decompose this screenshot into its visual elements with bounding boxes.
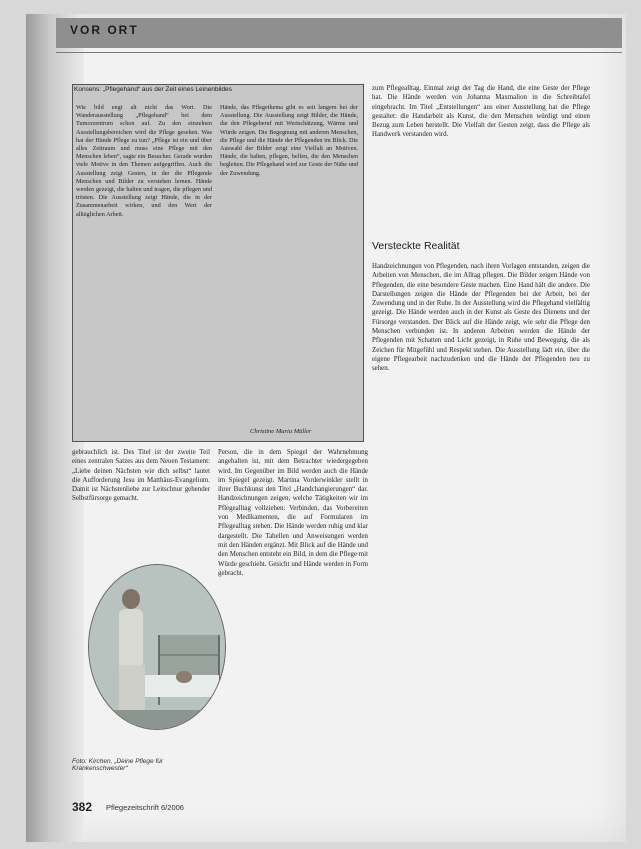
oval-photograph (88, 564, 226, 730)
journal-title: Pflegezeitschrift 6/2006 (106, 803, 184, 812)
section-subheading: Versteckte Realität (372, 240, 460, 252)
info-box-column-2: Hände, das Pflegethema gibt es seit langem bei der Ausstellung. Die Ausstellung zeigt Bilder, die Hände, die den Pflegeberuf mit Wertschätzung, Wärme und Würde zeigen. Die Begegnung mit anderen Menschen, die Pflege und die Hände der Pflegenden im Blick. Die Auswahl der Bilder zeigt eine Vielfalt an Motiven. Hände, die halten, pflegen, helfen, die den Menschen begleiten. Die Pflegehand wird zur Geste der Nähe und der Zuwendung. (220, 104, 358, 177)
header-divider (56, 52, 622, 53)
photo-illustration (89, 565, 225, 729)
info-box-caption: Konsens: „Pflegehand“ aus der Zeit eines Leinenbildes (74, 86, 232, 93)
article-column-right-bottom: Handzeichnungen von Pflegenden, nach ihren Vorlagen entstanden, zeigen die Arbeiten von Menschen, die im Alltag pflegen. Die Bilder zeigen Hände von Pflegenden, die eine besondere Geste machen. Eine Hand hält die andere. Die Darstellungen zeigen die Hände der Pflegenden bei der Arbeit, bei der Zuwendung und in der Ruhe. In der Ausstellung wird die Pflegehand vielfältig gezeigt. Die Hände werden auch in der Kunst als Geste des Dienens und der Fürsorge verstanden. Der Blick auf die Hände zeigt, wie sehr die Pflege den Menschen verbunden ist. In anderen Arbeiten werden die Hände der Pflegenden mit Schatten und Licht gezeigt, in Ruhe und Bewegung, die als Zeichen für Mitgefühl und Respekt stehen. Die Ausstellung lädt ein, über die eigene Pflegearbeit nachzudenken und die Hände der Pflegenden neu zu sehen. (372, 263, 590, 373)
page-number: 382 (72, 800, 93, 814)
info-box-column-1: Wie bild engt alt nicht das Wort. Die Wanderausstellung „Pflegehand“ bei dem Tumorzentrum schon auf. Zu den einzelnen Ausstellungsbereichen wird die Pflege gesehen. Was hat der Hände Pflege zu tun? „Pflege ist ein und über alles Zeitraum und muss eine Pflege mit den Menschen leben“, sagte ein Besucher. Gerade wurden viele Motive in den Themen aufgegriffen. Auch die Ausstellung zeigt Gesten, in der die Pflegende Menschen und Bilder zu verstehen lernen. Hände werden gezeigt, die halten und tragen, die pflegen und trösten. Die Ausstellung zeigt Hände, die in der Zusammenarbeit wirken, und den Wert der alltäglichen Arbeit. (76, 104, 212, 218)
photo-caption: Foto: Kirchen, „Deine Pflege für Krankenschwester“ (72, 758, 164, 772)
info-box-author: Christine Maria Müller (250, 428, 312, 435)
article-column-left: gebrauchlich ist. Des Titel ist der zweite Teil eines zentralen Satzes aus dem Neuen Testament: „Liebe deinen Nächsten wie dich selbst“ lautet die Aufforderung Jesu im Matthäus-Evangelium. Damit ist Nächstenliebe zur Leitschnur gehender Selbstfürsorge gemacht. (72, 449, 210, 503)
section-label: VOR ORT (70, 23, 139, 37)
article-column-middle: Person, die in dem Spiegel der Wahrnehmung angehalten ist, mit dem Betrachter wiedergegeben wird. Im Gegenüber im Bild werden auch die Hände im Spiegel gezeigt. Martina Vorderwinkler stellt in ihrer Buchkunst den Titel „Handchangierungen“ dar. Handzeichnungen zeigen, welche Tätigkeiten wir im Pflegealltag vollziehen: Verbinden, das Vorbereiten von Medikamenten, die auf Formularen im Pflegealltag stehen. Die Hände werden ruhig und klar dargestellt. Die Tabellen und Anweisungen werden mit den Händen ergänzt. Mit Blick auf die Hände und den Menschen entsteht ein Bild, in dem die Pflege mit Würde geschieht. Gesicht und Hände werden in Form gebracht. (218, 449, 368, 577)
header-band (56, 18, 622, 48)
article-column-right-top: zum Pflegealltag. Einmal zeigt der Tag die Hand, die eine Geste der Pflege hat. Die Hände werden von Johanna Maxmalion in die Schreibtafel eingebracht. Im Titel „Entstellungen“ aus einer Ausstellung hat die Pflege gestaltet: die Handarbeit als Kunst, die den Menschen würdigt und einen Bezug zum Leben herstellt. Die Vielfalt der Gesten zeigt, dass die Pflege als Handwerk verstanden wird. (372, 85, 590, 139)
